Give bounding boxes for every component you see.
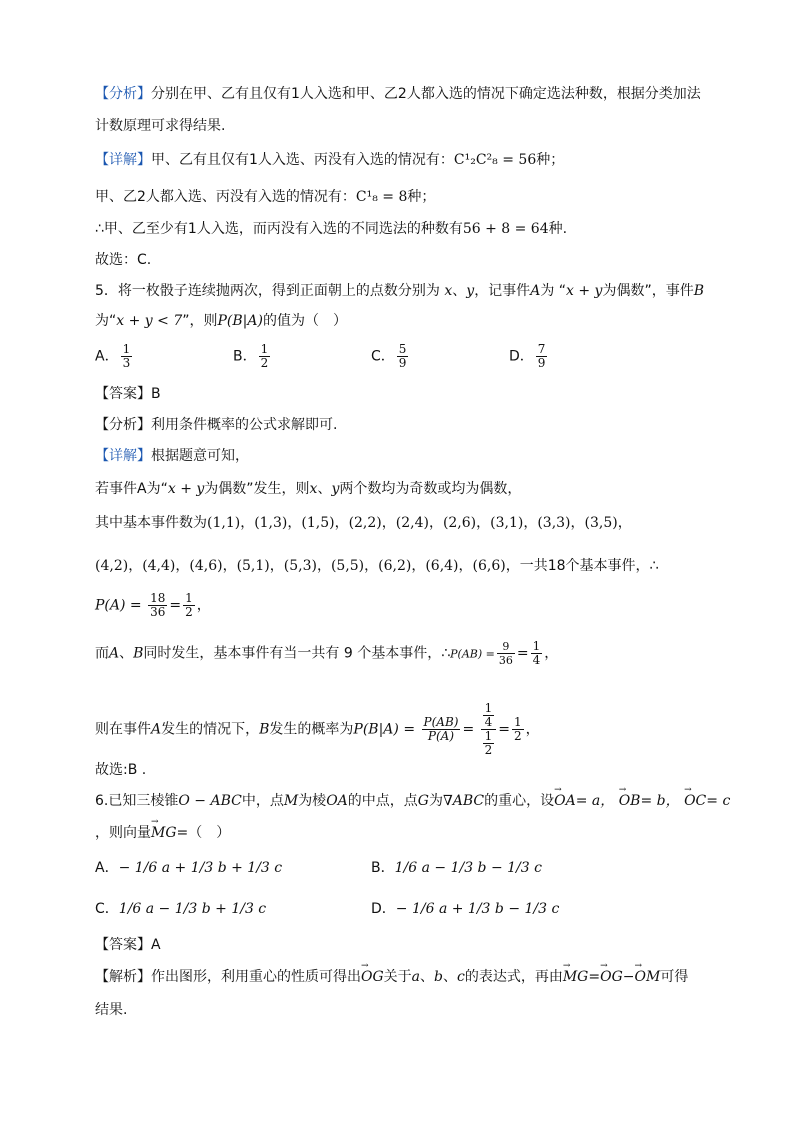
p6-option-a [95,858,282,878]
sep: 、 [452,283,467,299]
pa-lhs: P(A) = [95,597,142,614]
q-text: ，记事件 [474,283,531,299]
numerator: 1 [122,342,131,356]
q-text: 的值为（ ） [262,313,347,329]
denominator: 9 [537,356,546,370]
p6-question-line1 [95,791,730,811]
detail-text: 若事件A为“ [95,481,168,497]
p4-detail-text1: 甲、乙有且仅有1人入选、丙没有入选的情况有： [151,152,454,168]
p4-combination-expr1: C¹₂C²₈ = 56 [453,152,537,168]
p4-analysis-text1: 分别在甲、乙有且仅有1人入选和甲、乙2人都入选的情况下确定选法种数，根据分类加法 [151,86,701,102]
p5-pa-line [95,592,211,619]
fraction [512,716,524,743]
edge-oa: OA [326,793,348,809]
p6-option-d [371,899,559,919]
sep: 、 [317,481,332,497]
analysis-tag: 【分析】 [95,86,151,102]
vector-mg: → MG [563,967,589,987]
denominator: 2 [484,743,493,757]
detail-text: 其中基本事件数为 [95,515,207,531]
q-text: 为“ [95,313,117,329]
q-text: 中，点 [241,793,284,809]
p5-option-d [509,343,549,370]
q-text: ，则向量 [95,825,151,841]
fraction [531,640,543,667]
p4-detail-line2 [95,187,435,207]
numerator: 1 [514,715,522,729]
p5-detail-line2 [95,479,521,499]
equals: = [462,721,475,738]
minus: − [622,969,635,985]
detail-text: ，一共18个基本事件，∴ [505,558,659,574]
sep: 、 [443,969,457,985]
p6-solution-line1 [95,967,688,987]
numerator: 9 [497,640,515,654]
cond-lhs: P(B|A) = [353,721,416,738]
q-text: 的重心，设 [484,793,555,809]
option-label: C． [95,901,119,917]
detail-tag: 【详解】 [95,448,151,464]
denominator: 2 [260,356,269,370]
p6-answer: 【答案】A [95,937,161,953]
detail-text: 发生的情况下， [161,721,260,738]
numerator: 1 [532,639,541,653]
p6-solution-line2: 结果. [95,1002,128,1018]
fraction [497,640,515,667]
fraction [483,730,495,757]
event-a: A [151,721,162,738]
numerator: 1 [260,342,269,356]
vector-ob: → OB [619,791,641,811]
p4-detail-end3: 种. [548,221,568,237]
equals: = [516,645,529,662]
point-m: M [283,793,299,809]
p4-detail-end1: 种； [536,152,565,168]
detail-text: 为偶数”发生，则 [204,481,310,497]
denominator: 2 [185,605,193,619]
option-expr: − 1/6 a + 1/3 b + 1/3 c [118,860,283,876]
vector-og: → OG [600,967,623,987]
numerator: 5 [398,342,407,356]
detail-text: 而 [95,645,109,662]
sep: 、 [119,645,134,662]
event-a: A [530,283,541,299]
var-y: y [466,283,475,299]
q-text: ”，则 [182,313,218,329]
sum-expr: x + y [566,283,603,299]
fraction [536,343,548,370]
p4-sum-expr: 56 + 8 = 64 [462,221,549,237]
p4-combination-expr2: C¹₈ = 8 [355,189,408,205]
vector-om: → OM [635,967,661,987]
vector-oc: → OC [684,791,706,811]
p6-option-c [95,899,266,919]
triangle-abc: ∇ABC [442,793,485,809]
punct: ， [544,645,559,662]
equals: = [588,969,601,985]
p5-choose: 故选:B . [95,762,147,778]
equals: = [498,721,510,738]
vec-eq: = c [706,793,731,809]
numerator: P(AB) [423,715,459,729]
compound-denominator [481,730,497,757]
detail-text: 同时发生，基本事件有当一共有 9 个基本事件，∴ [143,645,451,662]
p4-detail-line1 [95,150,564,170]
fraction [483,702,495,729]
p4-choose: 故选：C. [95,252,152,268]
q-text: =（ ） [176,825,231,841]
q-text: 6.已知三棱锥 [95,793,179,809]
denominator: 3 [122,356,131,370]
numerator: 7 [537,342,546,356]
option-label: D． [371,901,396,917]
ineq-expr: x + y < 7 [116,313,183,329]
option-label: A． [95,860,119,876]
sol-text: 【解析】作出图形，利用重心的性质可得出 [95,969,361,985]
p5-pab-line [95,640,558,667]
option-expr: 1/6 a − 1/3 b + 1/3 c [118,901,267,917]
q-text: 为 [428,793,443,809]
fraction [397,343,409,370]
numerator: 1 [484,729,493,743]
pyramid-expr: O − ABC [178,793,242,809]
fraction [183,592,195,619]
option-label: B． [233,348,257,365]
vec-a: a [411,969,421,985]
event-list: (4,2)，(4,4)，(4,6)，(5,1)，(5,3)，(5,5)，(6,2)，(6,4)，(6,6) [95,558,506,574]
p4-analysis-line2: 计数原理可求得结果. [95,118,226,134]
event-b: B [133,645,144,662]
detail-text: 则在事件 [95,721,151,738]
denominator: P(A) [427,729,455,743]
denominator: 4 [532,653,541,667]
p5-detail-line1 [95,446,249,466]
fraction [121,343,133,370]
numerator: 1 [484,701,493,715]
numerator: 1 [185,591,193,605]
fraction [422,716,461,743]
denominator: 36 [498,654,513,667]
p5-detail-line3 [95,513,632,533]
sol-text: 的表达式，再由 [464,969,563,985]
sum-expr: x + y [167,481,205,497]
sol-text: 可得 [660,969,689,985]
p5-detail-line4 [95,556,658,576]
compound-fraction [481,702,497,757]
event-b: B [259,721,270,738]
sol-text: 关于 [383,969,412,985]
option-expr: − 1/6 a + 1/3 b − 1/3 c [395,901,560,917]
p4-analysis-line1 [95,84,701,104]
p5-answer: 【答案】B [95,386,161,402]
p5-analysis: 【分析】利用条件概率的公式求解即可. [95,417,338,433]
detail-tag: 【详解】 [95,152,151,168]
equals: = [169,597,182,614]
q-text: 5．将一枚骰子连续抛两次，得到正面朝上的点数分别为 [95,283,440,299]
detail-text: 根据题意可知， [151,448,249,464]
option-label: C． [371,348,395,365]
p5-option-c [371,343,410,370]
compound-numerator [481,702,497,730]
vec-c: c [457,969,465,985]
numerator: 18 [150,591,166,605]
p5-option-b [233,343,272,370]
vec-b: b [434,969,443,985]
option-label: A． [95,348,119,365]
vector-oa: → OA [554,791,576,811]
punct: ， [525,721,540,738]
fraction [259,343,271,370]
p5-option-a [95,343,134,370]
p6-option-b [371,858,542,878]
p6-question-line2 [95,823,230,843]
p5-question-line1 [95,281,704,301]
vector-mg: → MG [151,823,177,843]
cond-prob-expr: P(B|A) [217,313,263,329]
denominator: 36 [150,605,166,619]
fraction [148,592,167,619]
sep: 、 [420,969,435,985]
q-text: 的中点，点 [347,793,418,809]
q-text: 为偶数”，事件 [602,283,694,299]
event-b: B [693,283,705,299]
p4-detail-text2: 甲、乙2人都入选、丙没有入选的情况有： [95,189,356,205]
q-text: 为 “ [540,283,567,299]
q-text: 为棱 [298,793,327,809]
denominator: 9 [398,356,407,370]
p5-question-line2 [95,311,347,331]
option-label: D． [509,348,534,365]
var-y: y [331,481,340,497]
p4-detail-line3 [95,219,567,239]
option-expr: 1/6 a − 1/3 b − 1/3 c [394,860,542,876]
point-g: G [417,793,429,809]
detail-text: 发生的概率为 [269,721,354,738]
pab-lhs: P(AB) = [450,647,495,661]
p4-detail-end2: 种； [407,189,436,205]
event-list: (1,1)，(1,3)，(1,5)，(2,2)，(2,4)，(2,6)，(3,1)，(3,3)，(3,5)， [207,515,632,531]
detail-text: 两个数均为奇数或均为偶数， [339,481,522,497]
vec-eq: = a， [575,793,615,809]
denominator: 2 [514,729,522,743]
vec-eq: = b， [640,793,680,809]
var-x: x [444,283,453,299]
p5-conditional-line [95,702,540,757]
punct: ， [196,597,211,614]
vector-og: → OG [361,967,384,987]
denominator: 4 [484,715,493,729]
p4-detail-text3: ∴甲、乙至少有1人入选，而丙没有入选的不同选法的种数有 [95,221,463,237]
event-a: A [109,645,120,662]
option-label: B． [371,860,395,876]
var-x: x [309,481,318,497]
